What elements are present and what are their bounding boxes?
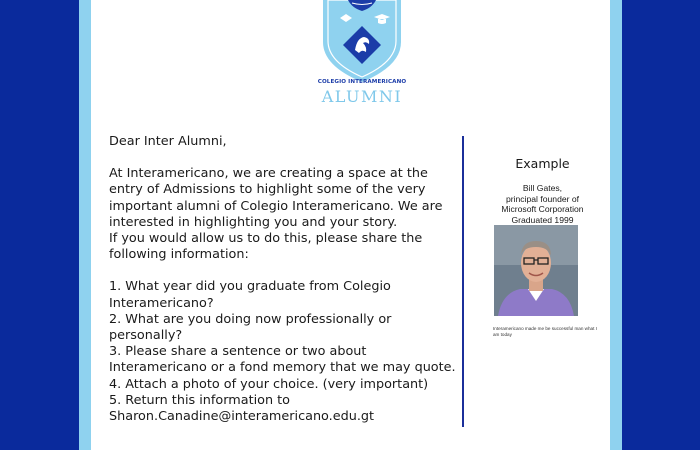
school-crest-logo [322,0,402,82]
example-title: Example [515,156,570,171]
example-portrait-photo [494,225,578,316]
caption-line: Microsoft Corporation [501,204,584,215]
caption-line: principal founder of [505,193,580,204]
list-item: 3. Please share a sentence or two about Interamericano or a fond memory that we may quote. [109,344,456,376]
caption-line: Bill Gates, [522,183,563,193]
caption-line: Graduated 1999 [511,214,574,225]
list-item: 2. What are you doing now professionally or personally? [109,311,392,344]
letter-request: If you would allow us to do this, please share the following information: [109,231,423,263]
letter-intro: At Interamericano, we are creating a space at the entry of Admissions to highlight some of the very important alumni of Colegio Interamericano. We are interested in highlighting you and your story. [109,166,443,230]
letter-greeting: Dear Inter Alumni, [109,134,227,149]
vertical-divider [462,136,464,427]
list-item: 5. Return this information to Sharon.Canadine@interamericano.edu.gt [109,392,375,425]
example-caption [470,183,615,225]
example-quote-note: Interamericano made me be successful man what I am today [493,326,597,337]
crest-alumni-label: ALUMNI [321,87,403,106]
list-item: 4. Attach a photo of your choice. (very important) [109,376,429,392]
crest-school-name: COLEGIO INTERAMERICANO [317,79,407,85]
letter-body [109,134,459,425]
list-item: 1. What year did you graduate from Colegio Interamericano? [109,279,391,311]
example-panel [470,156,615,225]
left-accent-band [79,0,91,450]
